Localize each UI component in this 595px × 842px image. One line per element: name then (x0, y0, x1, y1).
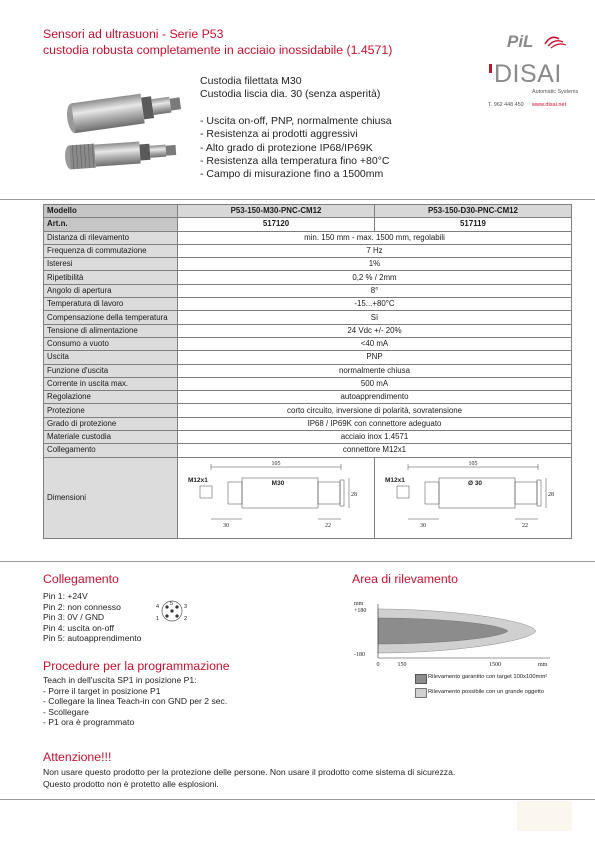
table-row (44, 337, 572, 350)
area-title: Area di rilevamento (352, 572, 458, 586)
page-subtitle: custodia robusta completamente in acciaio inossidabile (1.4571) (43, 43, 393, 57)
dim-d2-label: 22 (325, 522, 331, 529)
table-label: Regolazione (44, 391, 178, 404)
table-value: connettore M12x1 (178, 444, 572, 457)
table-label: Temperatura di lavoro (44, 298, 178, 311)
table-row (44, 431, 572, 444)
procedure-title: Procedure per la programmazione (43, 659, 230, 673)
pin-item: Pin 4: uscita on-off (43, 622, 115, 633)
dimensions-row (44, 457, 572, 538)
detection-area-chart (350, 596, 570, 675)
table-value: 24 Vdc +/- 20% (178, 324, 572, 337)
table-value: Sì (178, 311, 572, 324)
product-photo (58, 88, 188, 180)
pin-number: 2 (184, 616, 188, 622)
feature-body-line: Custodia liscia dia. 30 (senza asperità) (200, 88, 381, 101)
x-tick-label: 0 (376, 662, 380, 668)
pin-list (43, 591, 141, 644)
table-label: Compensazione della temperatura (44, 311, 178, 324)
feature-bullet: - Alto grado di protezione IP68/IP69K (200, 141, 373, 154)
table-cell: 517119 (375, 218, 572, 231)
table-row (44, 311, 572, 324)
table-value: 500 mA (178, 377, 572, 390)
dim-d1-label: 30 (420, 522, 426, 529)
dim-height-label: 28 (351, 491, 357, 498)
pil-logo (505, 28, 570, 52)
table-artn-row (44, 218, 572, 231)
table-row (44, 298, 572, 311)
connector-pinout-icon (152, 598, 192, 631)
table-label: Frequenza di commutazione (44, 244, 178, 257)
table-value: min. 150 mm - max. 1500 mm, regolabili (178, 231, 572, 244)
table-header-cell: Modello (44, 205, 178, 218)
disai-logo-text: DISAI (494, 60, 562, 88)
table-value: corto circuito, inversione di polarità, sovratensione (178, 404, 572, 417)
pil-logo-text: PiL (507, 32, 534, 51)
spec-table (43, 204, 572, 539)
procedure-line: - Collegare la linea Teach-in con GND per 2 sec. (43, 696, 228, 707)
table-value: <40 mA (178, 337, 572, 350)
pin-item: Pin 5: autoapprendimento (43, 633, 142, 644)
x-tick-label: 1500 (489, 662, 501, 668)
y-tick-label: +180 (354, 608, 367, 614)
dimension-drawing-d30 (375, 457, 572, 538)
table-label: Grado di protezione (44, 417, 178, 430)
feature-body-line: Custodia filettata M30 (200, 75, 302, 87)
page-title: Sensori ad ultrasuoni - Serie P53 (43, 27, 224, 41)
table-value: 1% (178, 258, 572, 271)
x-tick-label: 150 (397, 662, 407, 668)
table-label: Consumo a vuoto (44, 337, 178, 350)
dimension-drawing-m30-svg (178, 458, 375, 534)
area-legend (415, 671, 573, 709)
dim-connector-label: M12x1 (188, 476, 208, 484)
legend-swatch-possible (415, 688, 427, 698)
table-row (44, 284, 572, 297)
dimension-drawing-m30 (178, 457, 375, 538)
procedure-line: - Porre il target in posizione P1 (43, 685, 161, 696)
dim-height-label: 28 (548, 491, 554, 498)
pin-item: Pin 2: non connesso (43, 601, 121, 612)
table-label: Corrente in uscita max. (44, 377, 178, 390)
table-label: Dimensioni (44, 457, 178, 538)
table-label: Funzione d'uscita (44, 364, 178, 377)
dim-body-label: Ø 30 (467, 479, 483, 487)
divider (0, 199, 595, 200)
dim-body-label: M30 (271, 479, 285, 487)
dim-total-label: 105 (271, 460, 281, 467)
table-value: 0,2 % / 2mm (178, 271, 572, 284)
table-row (44, 258, 572, 271)
table-row (44, 271, 572, 284)
table-label: Angolo di apertura (44, 284, 178, 297)
table-row (44, 231, 572, 244)
contact-web: www.disai.net (532, 102, 567, 108)
procedure-line: Teach in dell'uscita SP1 in posizione P1: (43, 675, 197, 685)
table-label: Protezione (44, 404, 178, 417)
table-label: Collegamento (44, 444, 178, 457)
divider (0, 561, 595, 562)
procedure-line: - Scollegare (43, 706, 89, 717)
table-label: Distanza di rilevamento (44, 231, 178, 244)
legend-swatch-guaranteed (415, 674, 427, 684)
dim-d1-label: 30 (223, 522, 229, 529)
table-header-cell: Art.n. (44, 218, 178, 231)
footer-tab (517, 801, 572, 831)
table-header-cell: P53-150-D30-PNC-CM12 (375, 205, 572, 218)
table-value: 7 Hz (178, 244, 572, 257)
table-label: Uscita (44, 351, 178, 364)
warning-title: Attenzione!!! (43, 750, 112, 764)
table-value: 8° (178, 284, 572, 297)
footer-divider (0, 799, 595, 800)
table-header-row (44, 205, 572, 218)
disai-logo-accent (489, 64, 492, 73)
table-row (44, 377, 572, 390)
warning-text (43, 767, 455, 790)
dim-total-label: 105 (468, 460, 478, 467)
feature-list (200, 75, 392, 182)
legend-label: Rilevamento garantito con target 100x100mm² (428, 674, 548, 680)
table-header-cell: P53-150-M30-PNC-CM12 (178, 205, 375, 218)
table-row (44, 324, 572, 337)
feature-bullet: - Uscita on-off, PNP, normalmente chiusa (200, 114, 392, 127)
pin-number: 4 (156, 604, 160, 610)
table-value: acciaio inox 1.4571 (178, 431, 572, 444)
table-row (44, 351, 572, 364)
table-row (44, 364, 572, 377)
table-row (44, 391, 572, 404)
table-label: Isteresi (44, 258, 178, 271)
dimension-drawing-d30-svg (375, 458, 572, 534)
dim-d2-label: 22 (522, 522, 528, 529)
pin-item: Pin 3: 0V / GND (43, 612, 105, 623)
table-row (44, 404, 572, 417)
table-value: normalmente chiusa (178, 364, 572, 377)
table-label: Tensione di alimentazione (44, 324, 178, 337)
pil-logo-mark (505, 28, 570, 52)
feature-bullet: - Campo di misurazione fino a 1500mm (200, 168, 384, 181)
table-row (44, 444, 572, 457)
table-row (44, 244, 572, 257)
warning-line: Non usare questo prodotto per la protezione delle persone. Non usare il prodotto come sistema di sicurezza. (43, 767, 456, 777)
connection-title: Collegamento (43, 572, 119, 586)
pin-number: 1 (156, 616, 160, 622)
table-value: PNP (178, 351, 572, 364)
pin-item: Pin 1: +24V (43, 591, 88, 601)
disai-logo (488, 60, 578, 116)
y-tick-label: -180 (354, 652, 365, 658)
dim-connector-label: M12x1 (385, 476, 405, 484)
table-cell: 517120 (178, 218, 375, 231)
area-unit-label: mm (354, 601, 364, 607)
warning-line: Questo prodotto non è protetto alle esplosioni. (43, 778, 219, 789)
table-row (44, 417, 572, 430)
procedure-list (43, 675, 227, 728)
table-value: IP68 / IP69K con connettore adeguato (178, 417, 572, 430)
contact-phone: T. 962 448 450 (488, 102, 524, 108)
pin-number: 5 (170, 601, 174, 607)
feature-bullet: - Resistenza ai prodotti aggressivi (200, 128, 358, 141)
x-unit-label: mm (538, 662, 548, 668)
table-label: Ripetibilità (44, 271, 178, 284)
disai-logo-sub: Automatic Systems (532, 89, 579, 95)
pin-number: 3 (184, 604, 188, 610)
table-value: -15...+80°C (178, 298, 572, 311)
feature-bullet: - Resistenza alla temperatura fino +80°C (200, 155, 390, 168)
table-label: Materiale custodia (44, 431, 178, 444)
legend-label: Rilevamento possibile con un grande oggetto (428, 689, 545, 695)
procedure-line: - P1 ora è programmato (43, 717, 135, 728)
table-value: autoapprendimento (178, 391, 572, 404)
